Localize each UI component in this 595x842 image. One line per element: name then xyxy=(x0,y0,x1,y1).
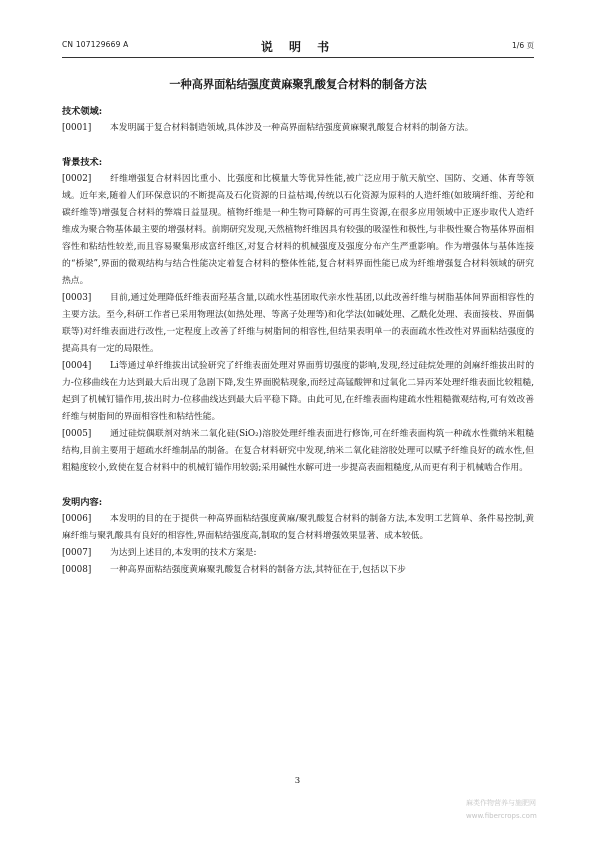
paragraph xyxy=(62,511,534,545)
paragraph-number: [0007] xyxy=(62,548,92,558)
paragraph xyxy=(62,426,534,477)
paragraph-number: [0004] xyxy=(62,361,92,371)
document-body xyxy=(62,103,534,579)
paragraph-number: [0008] xyxy=(62,565,92,575)
section-heading: 背景技术: xyxy=(62,157,103,168)
paragraph-number: [0001] xyxy=(62,123,92,133)
paragraph-text: Li等通过单纤维拔出试验研究了纤维表面处理对界面剪切强度的影响,发现,经过硅烷处理的剑麻纤维拔出时的力-位移曲线在力达到最大后出现了急剧下降,发生界面脱粘现象,而经过高锰酸钾和过氧化二异丙苯处理纤维表面比较粗糙,起到了机械钉锚作用,拔出时力-位移曲线达到最大后平稳下降。由此可见,在纤维表面构建疏水性粗糙微观结构,可有效改善纤维与树脂间的界面相容性和粘结性能。 xyxy=(62,361,534,422)
paragraph xyxy=(62,171,534,290)
watermark-url: www.fibercrops.com xyxy=(466,812,537,820)
paragraph-number: [0005] xyxy=(62,429,92,439)
document-type: 说 明 书 xyxy=(260,40,336,54)
paragraph xyxy=(62,358,534,426)
watermark-text: 麻类作物营养与施肥网 xyxy=(466,799,536,807)
paragraph-text: 一种高界面粘结强度黄麻聚乳酸复合材料的制备方法,其特征在于,包括以下步 xyxy=(110,565,406,575)
paragraph xyxy=(62,545,534,562)
paragraph xyxy=(62,562,534,579)
section-heading: 发明内容: xyxy=(62,497,103,508)
paragraph-number: [0006] xyxy=(62,514,92,524)
paragraph-text: 本发明的目的在于提供一种高界面粘结强度黄麻/聚乳酸复合材料的制备方法,本发明工艺简单、条件易控制,黄麻纤维与聚乳酸具有良好的相容性,界面粘结强度高,制取的复合材料增强效果显著、成本较低。 xyxy=(62,514,534,541)
page-of: 1/6 页 xyxy=(512,41,534,50)
paragraph-text: 目前,通过处理降低纤维表面羟基含量,以疏水性基团取代亲水性基团,以此改善纤维与树脂基体间界面相容性的主要方法。至今,科研工作者已采用物理法(如热处理、等离子处理等)和化学法(如碱处理、乙酰化处理、表面接枝、界面偶联等)对纤维表面进行改性,一定程度上改善了纤维与树脂间的相容性,但结果表明单一的表面疏水性改性对界面粘结强度的提高具有一定的局限性。 xyxy=(62,293,534,354)
paragraph-text: 为达到上述目的,本发明的技术方案是: xyxy=(110,548,257,558)
paragraph xyxy=(62,290,534,358)
paragraph-text: 纤维增强复合材料因比重小、比强度和比模量大等优异性能,被广泛应用于航天航空、国防、交通、体育等领域。近年来,随着人们环保意识的不断提高及石化资源的日益枯竭,传统以石化资源为原料的人造纤维(如玻璃纤维、芳纶和碳纤维等)增强复合材料的弊端日益显现。植物纤维是一种生物可降解的可再生资源,在很多应用领域中正逐步取代人造纤维成为聚合物基体最主要的增强材料。前期研究发现,天然植物纤维因具有较强的吸湿性和极性,与非极性聚合物基体界面相容性和粘结性较差,而且容易聚集形成富纤维区,对复合材料的机械强度及强度分布产生严重影响。作为增强体与基体连接的“桥梁”,界面的微观结构与结合性能决定着复合材料的整体性能,复合材料界面性能已成为纤维增强复合材料领域的研究热点。 xyxy=(62,174,534,286)
document-title: 一种高界面粘结强度黄麻聚乳酸复合材料的制备方法 xyxy=(169,77,427,91)
header-rule xyxy=(62,57,534,58)
section-heading: 技术领域: xyxy=(62,106,103,117)
patent-number: CN 107129669 A xyxy=(62,40,129,49)
paragraph-number: [0003] xyxy=(62,293,92,303)
paragraph-number: [0002] xyxy=(62,174,92,184)
paragraph-text: 本发明属于复合材料制造领域,具体涉及一种高界面粘结强度黄麻聚乳酸复合材料的制备方法。 xyxy=(110,123,474,133)
paragraph xyxy=(62,120,534,137)
page-header xyxy=(62,38,534,52)
page-number: 3 xyxy=(294,776,301,786)
paragraph-text: 通过硅烷偶联剂对纳米二氧化硅(SiO₂)溶胶处理纤维表面进行修饰,可在纤维表面构筑一种疏水性微纳米粗糙结构,目前主要用于超疏水纤维制品的制备。在复合材料研究中发现,纳米二氧化硅溶胶处理可以赋予纤维良好的疏水性,但粗糙度较小,致使在复合材料中的机械钉锚作用较弱;采用碱性水解可进一步提高表面粗糙度,从而更有利于机械啮合作用。 xyxy=(62,429,534,473)
